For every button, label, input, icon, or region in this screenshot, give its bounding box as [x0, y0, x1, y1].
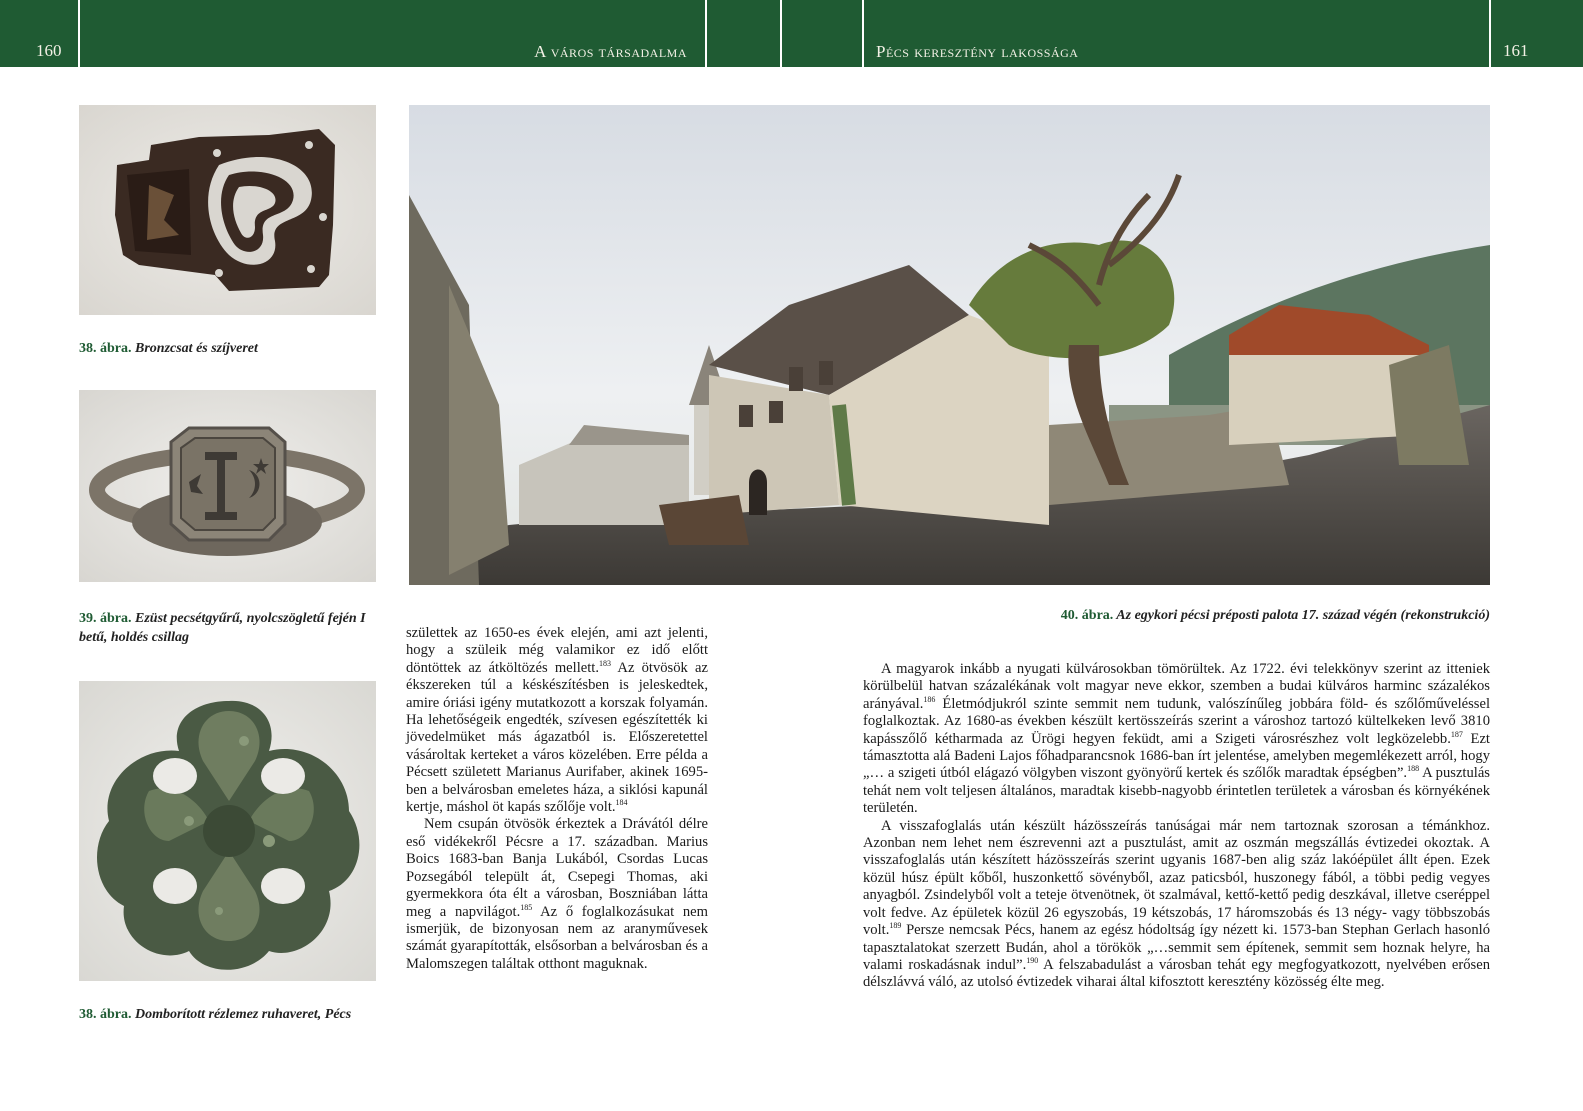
text: A pusztulás tehát nem volt teljesen általános, maradtak kisebb-nagyobb érintetlen területek a városban és környékének területén. [863, 765, 1490, 817]
text: Nem csupán ötvösök érkeztek a Drávától délre eső vidékekről Pécsre a 17. században. Marius Boics 1683-ban Banja Lukából, Csordas Lucas Pozsegából települt át, Csepegi Thomas, aki gyermekkora óta élt a városban, Boszniában látta meg a napvilágot. [406, 816, 708, 920]
figure-label: 38. ábra. [79, 1007, 132, 1022]
figure-label: 40. ábra. [1060, 608, 1114, 623]
text: Persze nemcsak Pécs, hanem az egész hódoltság így nézett ki. 1573-ban Stephan Gerlach hasonló tapasztalatokat szerzett Budán, ahol a törökök „…semmit sem építenek, semmit sem hoznak helyre, ha valami roskadásnak indul”. [863, 922, 1490, 973]
paragraph [863, 818, 1490, 992]
footnote-ref: 187 [1450, 729, 1463, 739]
signet-ring-photo [79, 390, 376, 582]
copper-mount-photo [79, 681, 376, 981]
footnote-ref: 183 [599, 658, 612, 668]
footnote-ref: 189 [889, 921, 902, 931]
left-running-title: A város társadalma [534, 42, 687, 61]
left-page-number: 160 [36, 41, 62, 60]
figure-title: Bronzcsat és szíjveret [135, 341, 258, 356]
figure-title: Az egykori pécsi préposti palota 17. század végén (rekonstrukció) [1116, 608, 1490, 623]
text: Ezt támasztotta alá Badeni Lajos főhadparancsnok 1686-ban írt jelentése, amelyben megemlékezett arról, hogy „… a szigeti útból elágazó völgyben viszont gyönyörű kertek és szőlők maradtak épségben”. [863, 730, 1490, 782]
footnote-ref: 190 [1026, 956, 1039, 966]
palace-reconstruction-painting [409, 105, 1490, 585]
figure-40-caption [909, 606, 1490, 625]
figure-38a-caption [79, 339, 379, 358]
figure-39-caption [79, 609, 379, 647]
paragraph [406, 625, 708, 816]
text: Az ő foglalkozásukat nem ismerjük, de bizonyosan nem az aranyművesek számát gyarapították, elsősorban a belvárosban és a Malomszegen találtak otthont maguknak. [406, 903, 709, 972]
figure-title: Domborított rézlemez ruhaveret, Pécs [135, 1007, 352, 1022]
text: A felszabadulást a városban tehát egy megfogyatkozott, nyelvében erősen délszlávvá váló, az utolsó évtizedek viharai által kifosztott keresztény közösség élte meg. [863, 956, 1490, 991]
right-page-number: 161 [1503, 41, 1529, 60]
right-running-title: Pécs keresztény lakossága [876, 42, 1079, 61]
figure-38b-caption [79, 1005, 379, 1024]
figure-label: 38. ábra. [79, 341, 132, 356]
right-text-column [863, 661, 1490, 992]
paragraph [863, 661, 1490, 818]
text: A magyarok inkább a nyugati külvárosokban tömörültek. Az 1722. évi telekkönyv szerint az itteniek körülbelül hatvan százalékának volt magyar neve ekkor, szemben a budai külváros harminc százalékos arányával. [863, 661, 1490, 712]
footnote-ref: 186 [923, 694, 936, 704]
figure-label: 39. ábra. [79, 611, 132, 626]
header-divider [78, 0, 80, 67]
figure-title: Ezüst pecsétgyűrű, nyolcszögletű fején I betű, holdés csillag [79, 611, 366, 645]
footnote-ref: 188 [1407, 764, 1420, 774]
header-divider [705, 0, 707, 67]
text: Az ötvösök az ékszereken túl a késkészítésben is jeleskedtek, amire óriási igény mutatkozott a korszak folyamán. Ha lehetőségeik engedték, szívesen egészítették ki jövedelmüket más ágazatból is. Előszeretettel vásároltak kerteket a város közelében. Erre példa a Pécsett született Marianus Aurifaber, akinek 1695-ben a belvárosban emeletes háza, a siklósi kapunál kertje, máshol öt kapás szőlője volt. [406, 659, 708, 816]
paragraph [406, 816, 708, 973]
footnote-ref: 185 [520, 902, 533, 912]
footnote-ref: 184 [615, 798, 628, 808]
header-divider [1489, 0, 1491, 67]
text: Életmódjukról szinte semmit nem tudunk, valószínűleg jobbára föld- és szőlőműveléssel foglalkoztak. Az 1680-as években készült kertösszeírás szerint a városhoz tartozó kültelkeken levő 3810 kapásszőlő kétharmada az Ürögi hegyen feküdt, ami a Szigeti városrészhez volt legközelebb. [863, 695, 1490, 747]
buckle-photo [79, 105, 376, 315]
left-text-column [406, 625, 708, 973]
header-divider [862, 0, 864, 67]
text: születtek az 1650-es évek elején, ami azt jelenti, hogy a szüleik még valamikor ez idő előtt döntöttek az átköltözés mellett. [406, 625, 708, 676]
text: A visszafoglalás után készült házösszeírás tanúságai már nem tartoznak szorosan a témánkhoz. Azonban nem lehet nem észrevenni azt a pusztulást, amit az oszmán megszállás évtizedei okoztak. A visszafoglalás után készített házösszeírás szerint ugyanis 1687-ben alig száz lakóépület állt épen. Ezek közül húsz épült kőből, huszonkettő sövényből, azaz paticsból, huszonegy fából, a többi pedig vegyes anyagból. Zsindelyből volt a teteje ötvenötnek, öt szalmával, kettő-kettő pedig deszkával, illetve cseréppel volt fedve. Az épületek közül 26 egyszobás, 19 kétszobás, 17 háromszobás és 13 négy- vagy többszobás volt. [863, 817, 1490, 939]
